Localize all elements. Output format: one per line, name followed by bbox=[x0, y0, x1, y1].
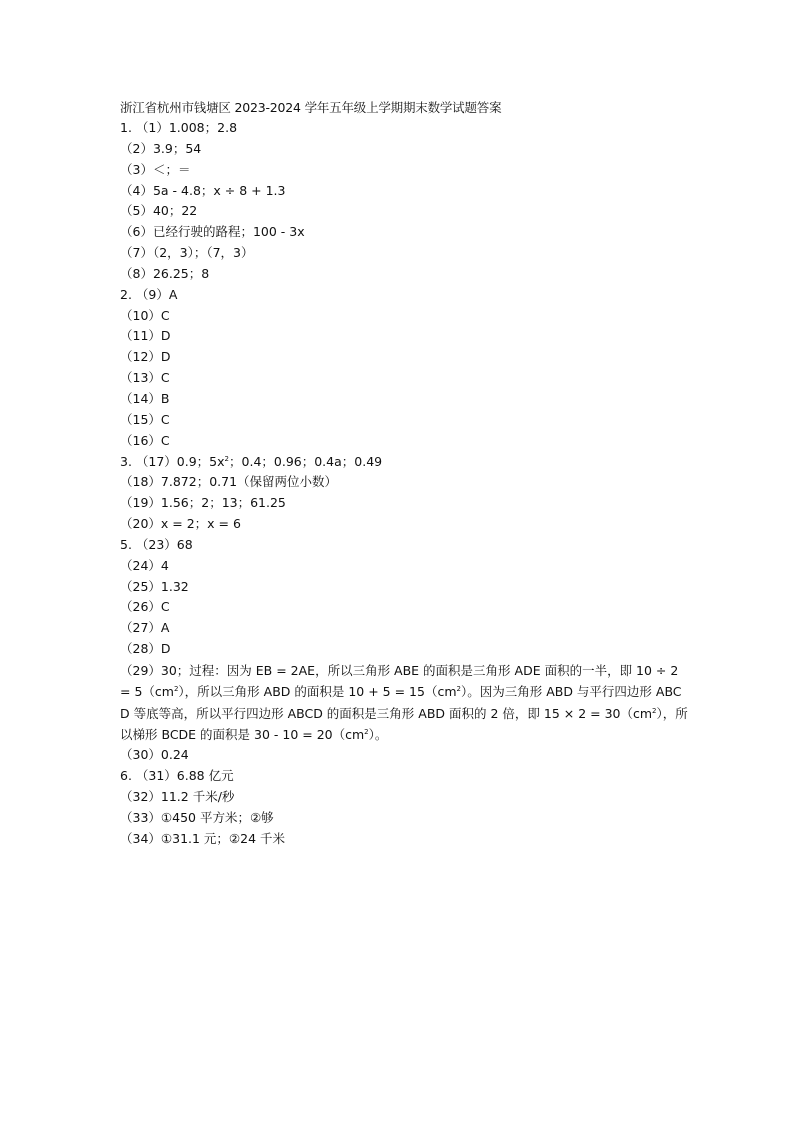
answer-paragraph-29 bbox=[120, 660, 690, 745]
answer-line-7: （7）（2，3）；（7，3） bbox=[120, 245, 254, 261]
answer-line-31: 6. （31）6.88 亿元 bbox=[120, 767, 234, 783]
answer-line-8: （8）26.25；8 bbox=[120, 265, 210, 281]
answer-17-part-b: ；0.4；0.96；0.4a；0.49 bbox=[229, 453, 383, 469]
answer-line-6: （6）已经行驶的路程；100 - 3x bbox=[120, 224, 305, 240]
answer-line-18: （18）7.872；0.71（保留两位小数） bbox=[120, 474, 338, 490]
exponent: 2 bbox=[456, 685, 461, 694]
answer-line-25: （25）1.32 bbox=[120, 578, 189, 594]
exponent: 2 bbox=[652, 706, 657, 715]
answer-line-9: 2. （9）A bbox=[120, 286, 178, 302]
exponent: 2 bbox=[224, 454, 230, 463]
answer-line-16: （16）C bbox=[120, 432, 170, 448]
answer-line-3: （3）＜；＝ bbox=[120, 161, 191, 177]
exponent: 2 bbox=[364, 727, 369, 736]
answer-29-part-a: （29）30；过程：因为 EB = 2AE，所以三角形 ABE 的面积是三角形 ADE 面积的一半，即 10 ÷ 2 = 5（cm bbox=[120, 662, 679, 700]
answer-line-24: （24）4 bbox=[120, 557, 169, 573]
answer-line-30: （30）0.24 bbox=[120, 747, 189, 763]
answer-line-32: （32）11.2 千米/秒 bbox=[120, 788, 235, 804]
answer-line-10: （10）C bbox=[120, 307, 170, 323]
answer-line-2: （2）3.9；54 bbox=[120, 140, 202, 156]
exponent: 2 bbox=[173, 685, 179, 694]
answer-line-33: （33）①450 平方米；②够 bbox=[120, 809, 274, 825]
answer-line-15: （15）C bbox=[120, 411, 170, 427]
answer-line-13: （13）C bbox=[120, 370, 170, 386]
answer-29-part-d: ），所以梯形 BCDE 的面积是 30 - 10 = 20（cm bbox=[120, 705, 688, 742]
answer-line-17 bbox=[120, 452, 690, 473]
answer-line-23: 5. （23）68 bbox=[120, 536, 193, 552]
answer-line-1: 1. （1）1.008；2.8 bbox=[120, 120, 238, 135]
answer-29-part-e: ）。 bbox=[368, 726, 388, 742]
answer-line-14: （14）B bbox=[120, 390, 170, 406]
answer-29-part-b: ），所以三角形 ABD 的面积是 10 + 5 = 15（cm bbox=[178, 684, 457, 700]
answer-line-26: （26）C bbox=[120, 599, 170, 615]
document-title: 浙江省杭州市钱塘区 2023-2024 学年五年级上学期期末数学试题答案 bbox=[120, 100, 502, 115]
answer-17-part-a: 3. （17）0.9；5x bbox=[120, 453, 225, 469]
answer-line-12: （12）D bbox=[120, 349, 171, 365]
answer-line-4: （4）5a - 4.8；x ÷ 8 + 1.3 bbox=[120, 182, 286, 198]
answer-line-28: （28）D bbox=[120, 641, 171, 657]
answer-line-19: （19）1.56；2；13；61.25 bbox=[120, 495, 286, 511]
answer-line-11: （11）D bbox=[120, 328, 171, 344]
answer-document bbox=[120, 97, 690, 849]
answer-line-5: （5）40；22 bbox=[120, 203, 198, 219]
answer-line-34: （34）①31.1 元；②24 千米 bbox=[120, 830, 286, 846]
answer-line-27: （27）A bbox=[120, 620, 170, 636]
answer-line-20: （20）x = 2；x = 6 bbox=[120, 516, 241, 532]
answer-29-part-c: ）。因为三角形 ABD 与平行四边形 ABCD 等底等高，所以平行四边形 ABCD 的面积是三角形 ABD 面积的 2 倍，即 15 × 2 = 30（cm bbox=[120, 684, 682, 721]
